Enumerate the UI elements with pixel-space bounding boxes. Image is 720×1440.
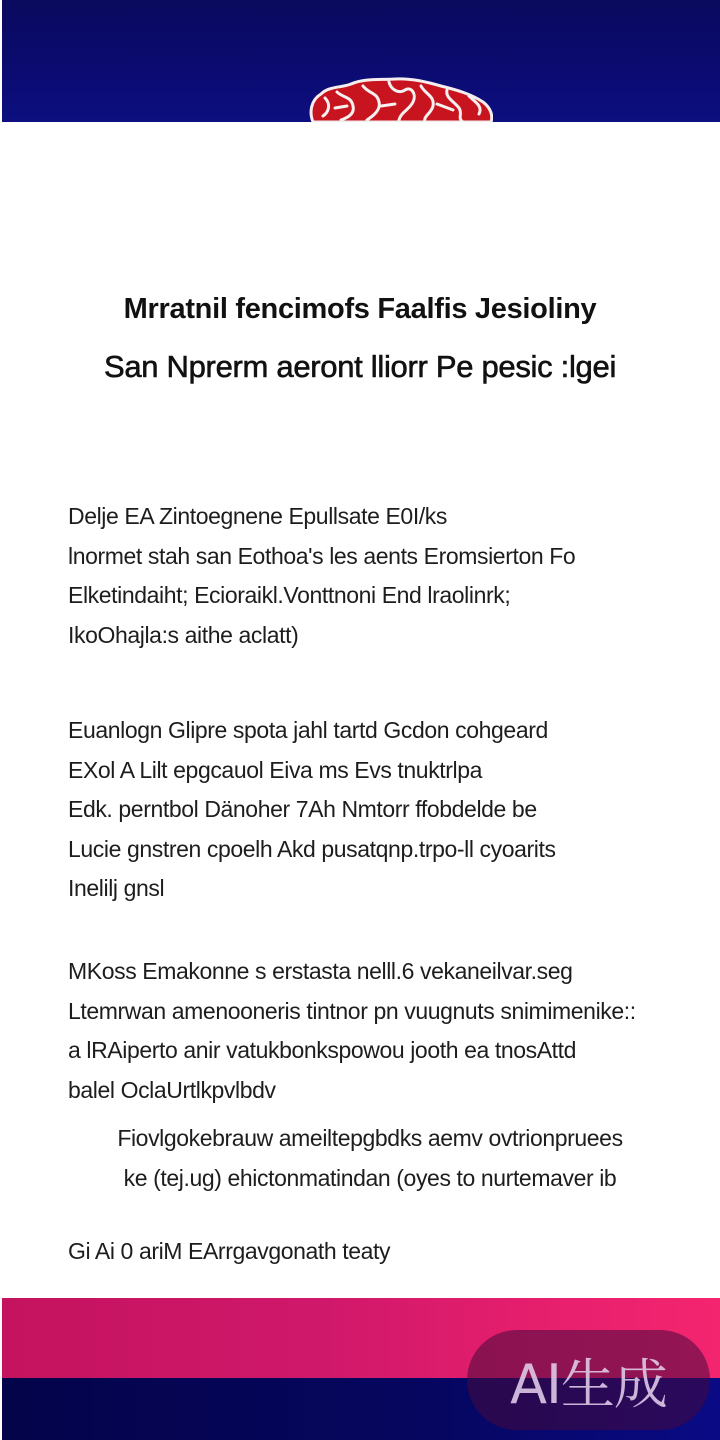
paragraph-line: Gi Ai 0 ariM EArrgavgonath teaty — [68, 1238, 391, 1264]
paragraph-line: Inelilj gnsl — [68, 875, 165, 901]
paragraph-line: MKoss Emakonne s erstasta nelll.6 vekaneilvar.seg — [68, 958, 573, 984]
header-banner — [2, 0, 720, 122]
title-line-1: Mrratnil fencimofs Faalfis Jesioliny — [123, 293, 597, 325]
paragraph-line: IkoOhajla:s aithe aclatt) — [68, 621, 299, 648]
paragraph-line: Euanlogn Glipre spota jahl tartd Gcdon cohgeard — [68, 717, 548, 743]
paragraph-line: Ltemrwan amenooneris tintnor pn vuugnuts snimimenike:: — [68, 997, 636, 1024]
ai-generated-badge: AI生成 — [467, 1330, 710, 1430]
paragraph-line: ke (tej.ug) ehictonmatindan (oyes to nurtemaver ib — [123, 1164, 617, 1191]
paragraph-line: EXol A Lilt epgcauol Eiva ms Evs tnuktrlpa — [68, 756, 483, 783]
red-cracked-blob-logo-icon — [307, 76, 493, 122]
paragraph-3 — [68, 952, 668, 1110]
paragraph-4 — [60, 1119, 680, 1198]
paragraph-line: Edk. perntbol Dänoher 7Ah Nmtorr ffobdelde be — [68, 796, 537, 822]
paragraph-line: Lucie gnstren cpoelh Akd pusatqnp.trpo-ll cyoarits — [68, 835, 556, 862]
paragraph-line: Fiovlgokebrauw ameiltepgbdks aemv ovtrionpruees — [117, 1125, 623, 1151]
paragraph-line: a lRAiperto anir vatukbonkspowou jooth ea tnosAttd — [68, 1037, 577, 1063]
document-title — [0, 280, 720, 396]
paragraph-5 — [68, 1232, 668, 1272]
paragraph-line: balel OclaUrtlkpvlbdv — [68, 1076, 276, 1103]
paragraph-line: lnormet stah san Eothoa's les aents Eromsierton Fo — [68, 542, 576, 569]
paragraph-line: Delje EA Zintoegnene Epullsate E0I/ks — [68, 503, 447, 529]
paragraph-line: Elketindaiht; Ecioraikl.Vonttnoni End lraolinrk; — [68, 582, 511, 608]
paragraph-1 — [68, 497, 668, 655]
paragraph-2 — [68, 711, 668, 909]
title-line-2: San Nprerm aeront lliorr Pe pesic :lgei — [103, 349, 617, 384]
